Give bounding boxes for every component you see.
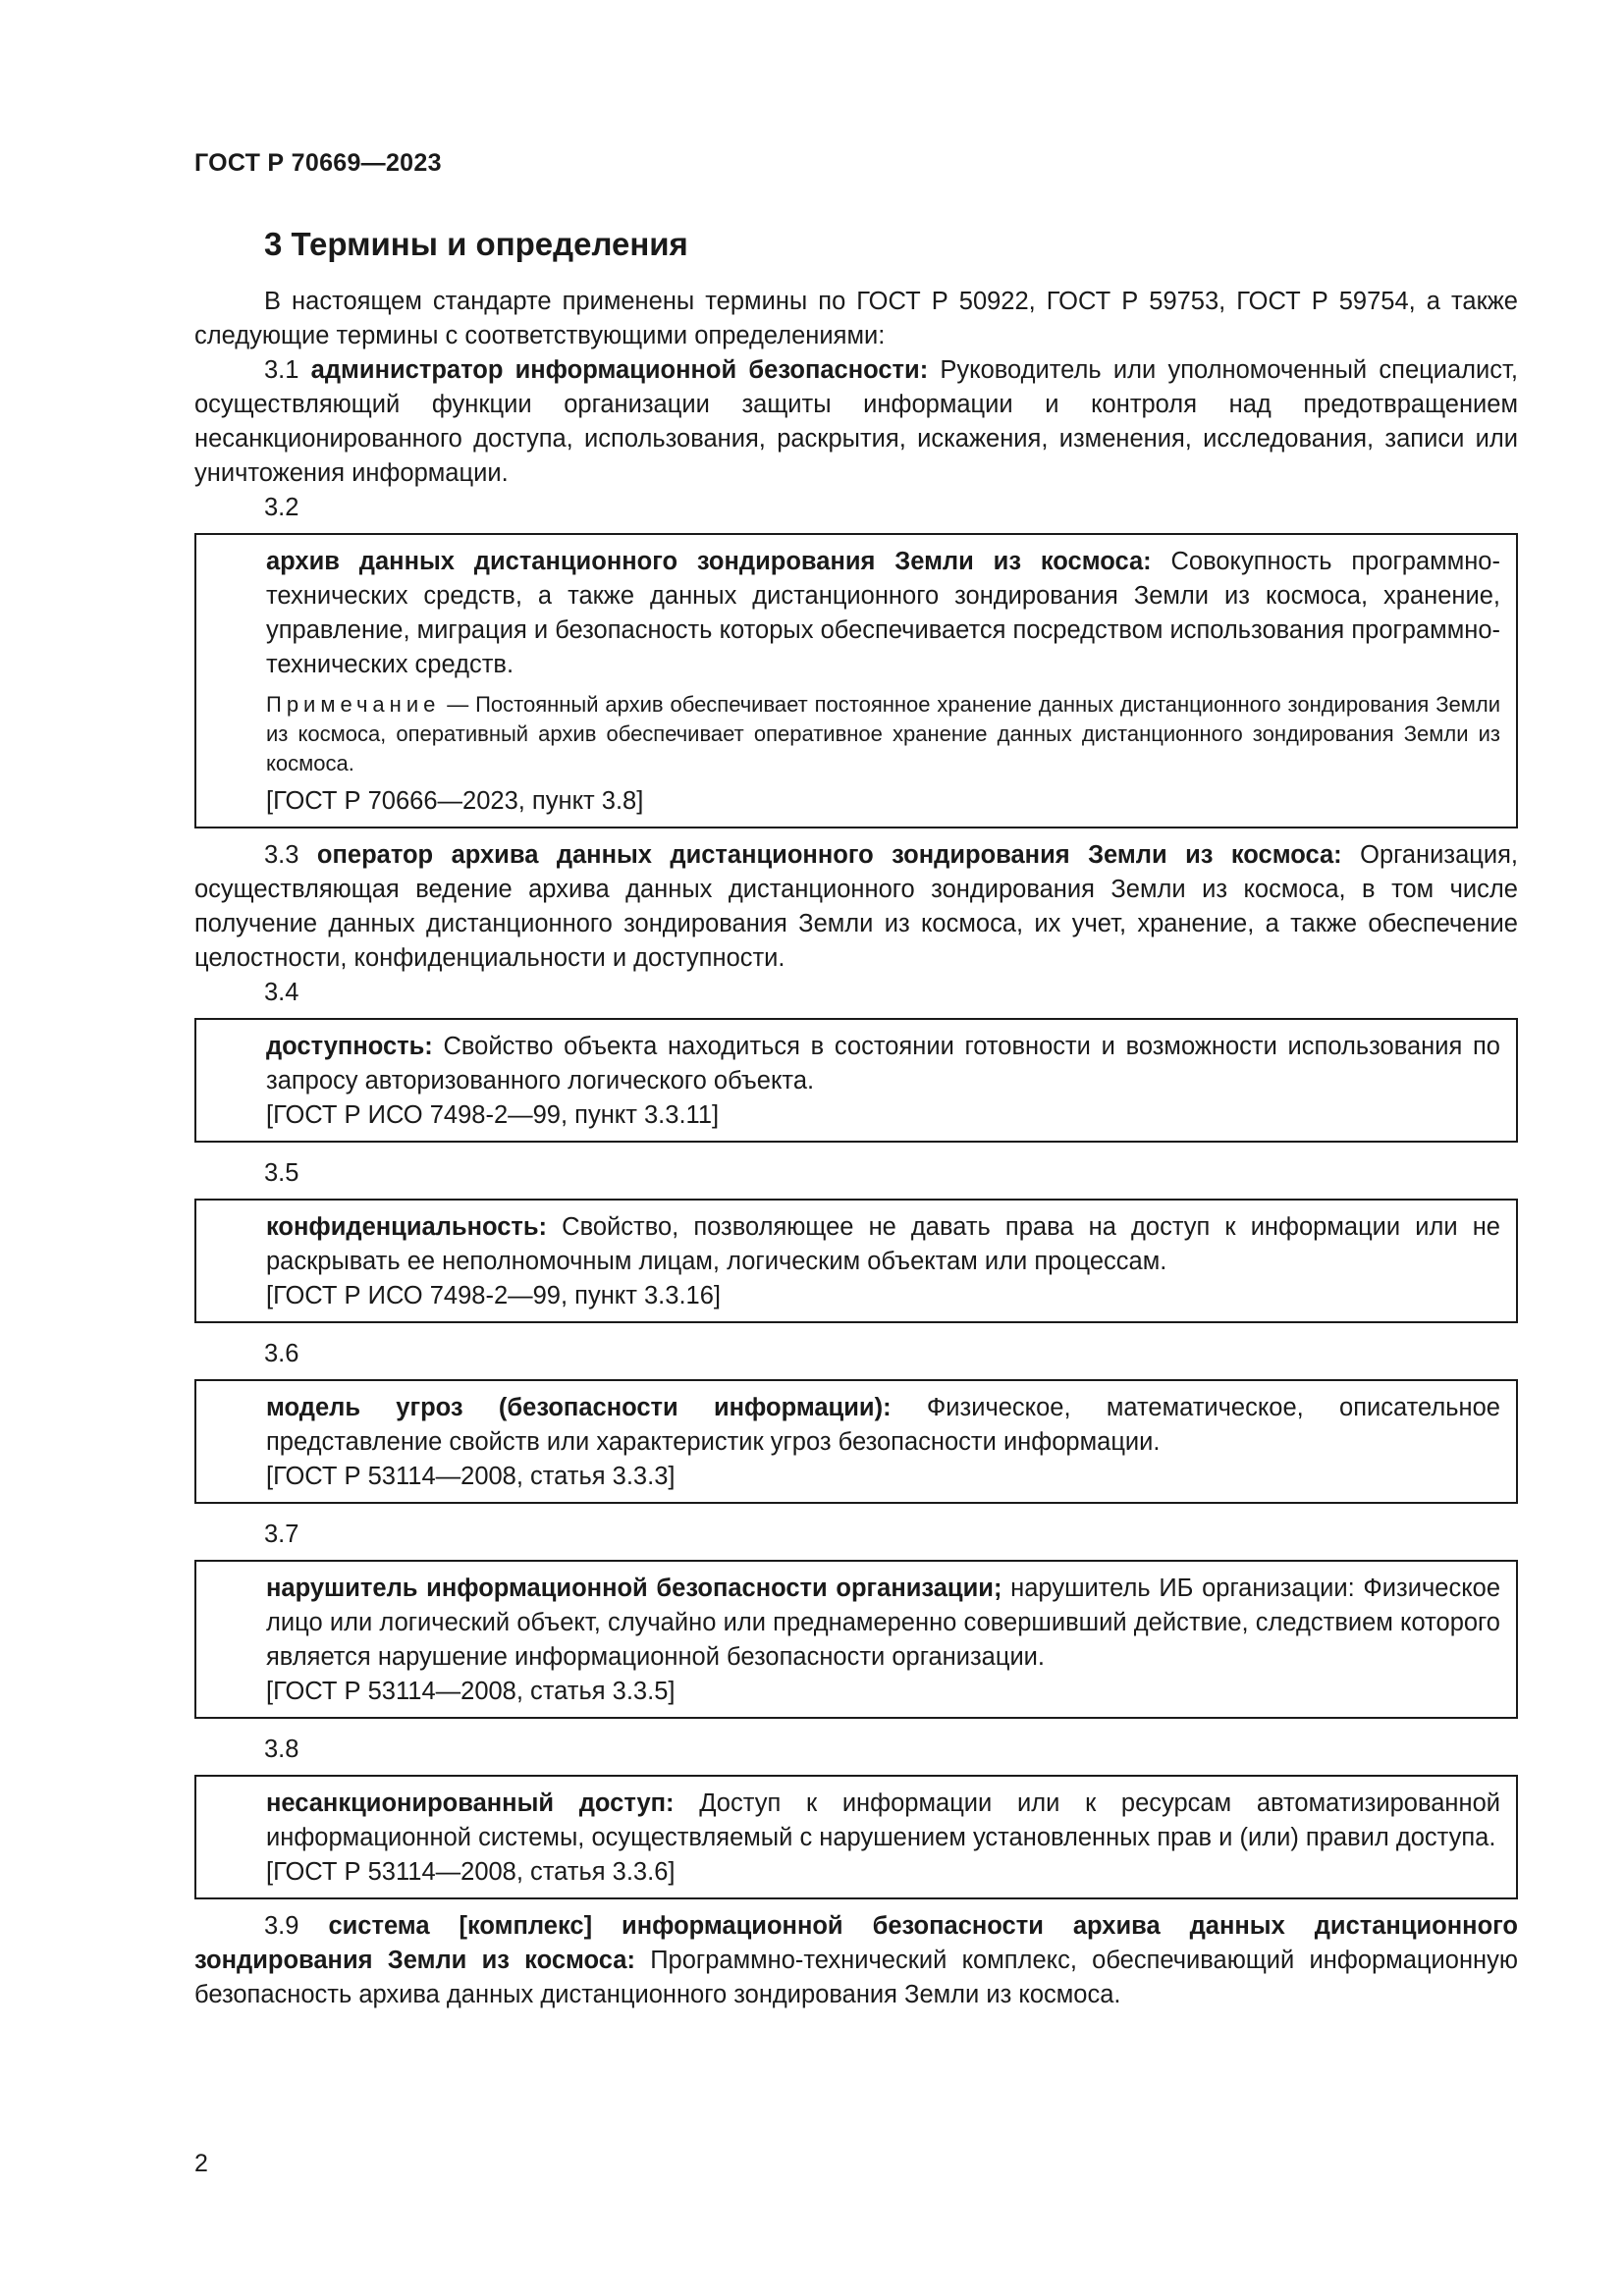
term-number-3-6: 3.6 bbox=[264, 1340, 299, 1367]
term-number: 3.3 bbox=[264, 841, 299, 869]
term-name: конфиденциальность: bbox=[266, 1213, 548, 1241]
term-name: администратор информационной безопасности: bbox=[310, 356, 929, 384]
term-number-3-4: 3.4 bbox=[264, 979, 299, 1006]
term-number: 3.9 bbox=[264, 1912, 299, 1940]
term-3-9 bbox=[194, 1909, 1518, 2012]
term-source: [ГОСТ Р 53114—2008, статья 3.3.6] bbox=[266, 1858, 676, 1886]
term-name: система [комплекс] информационной безопасности архива данных дистанционного зондирования Земли из космоса: bbox=[194, 1912, 1519, 1974]
term-3-8 bbox=[266, 1787, 1500, 1855]
term-definition: Свойство, позволяющее не давать права на доступ к информации или не раскрывать ее неполномочным лицам, логическим объектам или процессам. bbox=[266, 1213, 1500, 1275]
term-box-3-7 bbox=[194, 1560, 1518, 1719]
term-source: [ГОСТ Р 53114—2008, статья 3.3.3] bbox=[266, 1463, 676, 1490]
term-number: 3.1 bbox=[264, 356, 299, 384]
term-name: архив данных дистанционного зондирования Земли из космоса: bbox=[266, 548, 1152, 575]
term-box-3-8 bbox=[194, 1775, 1518, 1899]
term-3-7 bbox=[266, 1572, 1500, 1675]
term-number-3-8: 3.8 bbox=[264, 1735, 299, 1763]
term-note bbox=[266, 690, 1500, 778]
term-name: доступность: bbox=[266, 1033, 433, 1060]
term-number-3-7: 3.7 bbox=[264, 1521, 299, 1548]
term-3-5 bbox=[266, 1210, 1500, 1279]
content-body bbox=[194, 285, 1518, 2012]
note-label: Примечание bbox=[266, 692, 441, 717]
term-definition: Программно-технический комплекс, обеспечивающий информационную безопасность архива данных дистанционного зондирования Земли из космоса. bbox=[194, 1947, 1518, 2008]
term-definition: Свойство объекта находиться в состоянии готовности и возможности использования по запросу авторизованного логического объекта. bbox=[266, 1033, 1500, 1095]
intro-paragraph: В настоящем стандарте применены термины по ГОСТ Р 50922, ГОСТ Р 59753, ГОСТ Р 59754, а также следующие термины с соответствующими определениями: bbox=[194, 288, 1518, 349]
term-3-3 bbox=[194, 838, 1518, 976]
term-name: модель угроз (безопасности информации): bbox=[266, 1394, 892, 1421]
term-3-1 bbox=[194, 353, 1518, 491]
term-definition: Физическое, математическое, описательное представление свойств или характеристик угроз безопасности информации. bbox=[266, 1394, 1500, 1456]
term-box-3-6 bbox=[194, 1379, 1518, 1504]
term-number-3-5: 3.5 bbox=[264, 1159, 299, 1187]
term-definition: нарушитель ИБ организации: Физическое лицо или логический объект, случайно или преднамеренно совершивший действие, следствием которого является нарушение информационной безопасности организации. bbox=[266, 1575, 1501, 1671]
term-source: [ГОСТ Р 70666—2023, пункт 3.8] bbox=[266, 787, 644, 815]
term-name: оператор архива данных дистанционного зондирования Земли из космоса: bbox=[316, 841, 1342, 869]
term-definition: Организация, осуществляющая ведение архива данных дистанционного зондирования Земли из космоса, в том числе получение данных дистанционного зондирования Земли из космоса, их учет, хранение, а также обеспечение целостности, конфиденциальности и доступности. bbox=[194, 841, 1518, 972]
term-number-3-2: 3.2 bbox=[264, 494, 299, 521]
term-definition: Совокупность программно-технических средств, а также данных дистанционного зондирования Земли из космоса, хранение, управление, миграция и безопасность которых обеспечивается посредством использования программно-технических средств. bbox=[266, 548, 1500, 678]
page-number: 2 bbox=[194, 2150, 208, 2177]
note-text: — Постоянный архив обеспечивает постоянное хранение данных дистанционного зондирования Земли из космоса, оперативный архив обеспечивает оперативное хранение данных дистанционного зондирования Земли из космоса. bbox=[266, 692, 1500, 775]
term-definition: Руководитель или уполномоченный специалист, осуществляющий функции организации защиты информации и контроля над предотвращением несанкционированного доступа, использования, раскрытия, искажения, изменения, исследования, записи или уничтожения информации. bbox=[194, 356, 1518, 487]
standard-code: ГОСТ Р 70669—2023 bbox=[194, 149, 442, 177]
term-3-4 bbox=[266, 1030, 1500, 1098]
term-source: [ГОСТ Р ИСО 7498-2—99, пункт 3.3.11] bbox=[266, 1101, 720, 1129]
section-title: 3 Термины и определения bbox=[264, 226, 688, 262]
term-box-3-4 bbox=[194, 1018, 1518, 1143]
term-name: нарушитель информационной безопасности организации; bbox=[266, 1575, 1002, 1602]
term-3-6 bbox=[266, 1391, 1500, 1460]
term-definition: Доступ к информации или к ресурсам автоматизированной информационной системы, осуществляемый с нарушением установленных прав и (или) правил доступа. bbox=[266, 1789, 1500, 1851]
term-source: [ГОСТ Р 53114—2008, статья 3.3.5] bbox=[266, 1678, 676, 1705]
term-source: [ГОСТ Р ИСО 7498-2—99, пункт 3.3.16] bbox=[266, 1282, 721, 1309]
term-name: несанкционированный доступ: bbox=[266, 1789, 675, 1817]
term-box-3-5 bbox=[194, 1199, 1518, 1323]
term-box-3-2 bbox=[194, 533, 1518, 828]
term-3-2 bbox=[266, 545, 1500, 682]
